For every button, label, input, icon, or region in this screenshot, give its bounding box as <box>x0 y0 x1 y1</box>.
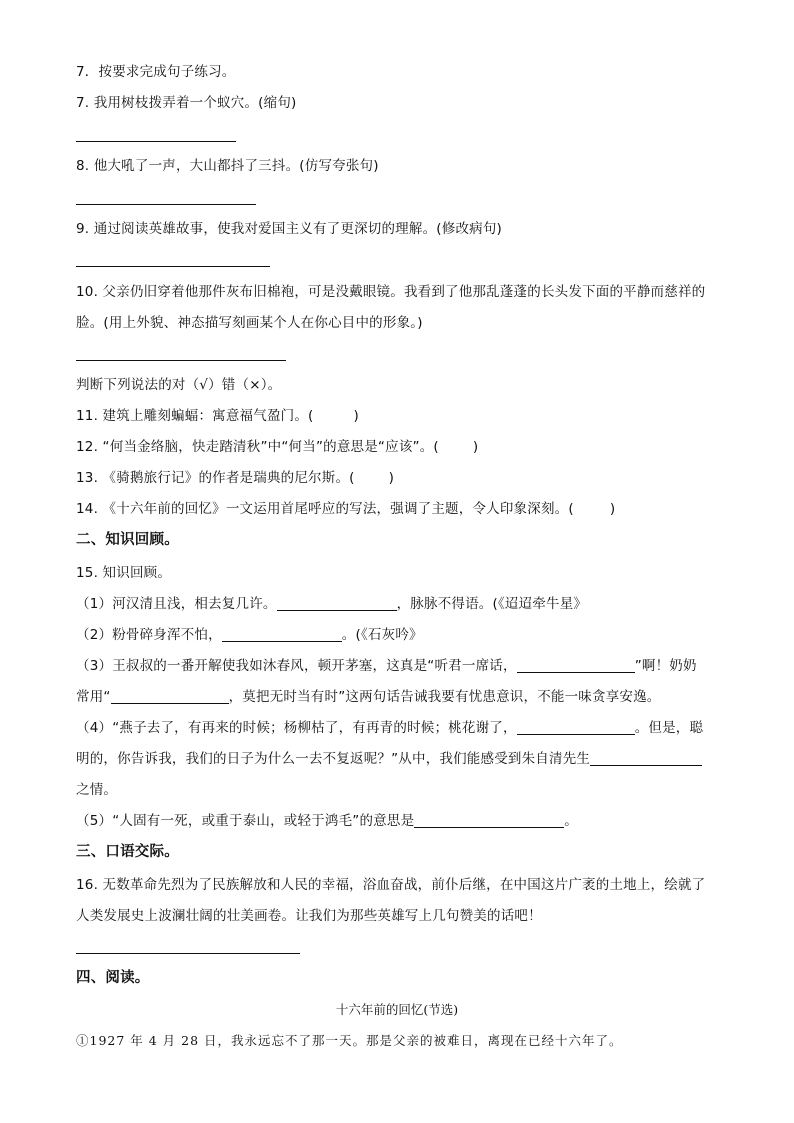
question-11 <box>76 407 359 425</box>
section-2-heading: 二、知识回顾。 <box>76 532 179 548</box>
question-16-line-2: 人类发展史上波澜壮阔的壮美画卷。让我们为那些英雄写上几句赞美的话吧！ <box>76 908 542 924</box>
question-15-1 <box>76 595 587 613</box>
judge-instructions: 判断下列说法的对（√）错（×）。 <box>76 377 282 393</box>
question-14-text: 14. 《十六年前的回忆》一文运用首尾呼应的写法，强调了主题，令人印象深刻。( <box>76 501 574 517</box>
answer-line-8[interactable] <box>76 204 256 205</box>
q7-header: 7．按要求完成句子练习。 <box>76 64 236 80</box>
question-15-4-line-3: 之情。 <box>76 782 118 798</box>
question-16-line-1: 16. 无数革命先烈为了民族解放和人民的幸福，浴血奋战，前仆后继，在中国这片广袤的土地上，绘就了 <box>76 877 706 893</box>
blank-15-2[interactable] <box>222 627 342 642</box>
answer-line-10[interactable] <box>76 360 286 361</box>
question-10-line-1: 10. 父亲仍旧穿着他那件灰布旧棉袍，可是没戴眼镜。我看到了他那乱蓬蓬的长头发下面的平静而慈祥的 <box>76 284 706 300</box>
answer-line-16[interactable] <box>76 953 300 954</box>
question-11-text: 11. 建筑上雕刻蝙蝠：寓意福气盈门。( <box>76 408 314 424</box>
answer-line-7[interactable] <box>76 141 236 142</box>
question-15-3-mid: ”啊！奶奶 <box>634 658 697 674</box>
question-9: 9. 通过阅读英雄故事，使我对爱国主义有了更深切的理解。(修改病句) <box>76 221 503 237</box>
question-15-4-mid: 。但是，聪 <box>634 720 704 736</box>
blank-15-5[interactable] <box>414 813 564 828</box>
question-14-close: ) <box>609 501 616 517</box>
question-15-5-suffix: 。 <box>564 813 578 829</box>
question-15-5 <box>76 812 578 830</box>
question-10-line-2: 脸。(用上外貌、神态描写刻画某个人在你心目中的形象。) <box>76 315 423 331</box>
section-4-heading: 四、阅读。 <box>76 970 150 986</box>
blank-15-4-b[interactable] <box>590 751 702 766</box>
blank-15-3-a[interactable] <box>517 658 635 673</box>
question-15-3-suffix: ，莫把无时当有时”这两句话告诫我要有忧患意识，不能一味贪享安逸。 <box>228 689 661 705</box>
question-15-4-text: 明的，你告诉我，我们的日子为什么一去不复返呢？”从中，我们能感受到朱自清先生 <box>76 751 591 767</box>
question-15-2-prefix: （2）粉骨碎身浑不怕， <box>76 627 222 643</box>
question-15-3-quote-open: 常用“ <box>76 689 111 705</box>
question-13-close: ) <box>388 470 395 486</box>
question-11-close: ) <box>353 408 359 424</box>
question-13 <box>76 469 394 487</box>
question-15-4-line-1 <box>76 719 703 737</box>
reading-paragraph-1: ①1927 年 4 月 28 日，我永远忘不了那一天。那是父亲的被难日，离现在已经十六年了。 <box>76 1033 623 1048</box>
question-15-3-line-1 <box>76 657 697 675</box>
question-12-text: 12. “何当金络脑，快走踏清秋”中“何当”的意思是“应该”。( <box>76 439 439 455</box>
blank-15-1[interactable] <box>277 596 397 611</box>
answer-line-9[interactable] <box>76 266 270 267</box>
question-15-3-line-2 <box>76 688 661 706</box>
question-15-4-prefix: （4）“燕子去了，有再来的时候；杨柳枯了，有再青的时候；桃花谢了， <box>76 720 517 736</box>
question-15-1-prefix: （1）河汉清且浅，相去复几许。 <box>76 596 277 612</box>
question-15-3-prefix: （3）王叔叔的一番开解使我如沐春风，顿开茅塞，这真是“听君一席话， <box>76 658 517 674</box>
section-3-heading: 三、口语交际。 <box>76 844 179 860</box>
question-12 <box>76 438 478 456</box>
question-15-2-suffix: 。(《石灰吟》 <box>341 627 423 643</box>
blank-15-4-a[interactable] <box>517 720 635 735</box>
question-15-2 <box>76 626 423 644</box>
question-15-1-suffix: ，脉脉不得语。(《迢迢牵牛星》 <box>396 596 588 612</box>
question-12-close: ) <box>472 439 479 455</box>
question-7: 7. 我用树枝拨弄着一个蚁穴。(缩句) <box>76 95 297 111</box>
question-8: 8. 他大吼了一声，大山都抖了三抖。(仿写夸张句) <box>76 158 379 174</box>
question-15: 15. 知识回顾。 <box>76 565 172 581</box>
blank-15-3-b[interactable] <box>111 689 229 704</box>
question-14 <box>76 500 615 518</box>
reading-title: 十六年前的回忆(节选) <box>335 1002 459 1017</box>
question-15-5-prefix: （5）“人固有一死，或重于泰山，或轻于鸿毛”的意思是 <box>76 813 415 829</box>
question-15-4-line-2 <box>76 750 702 768</box>
question-13-text: 13. 《骑鹅旅行记》的作者是瑞典的尼尔斯。( <box>76 470 355 486</box>
